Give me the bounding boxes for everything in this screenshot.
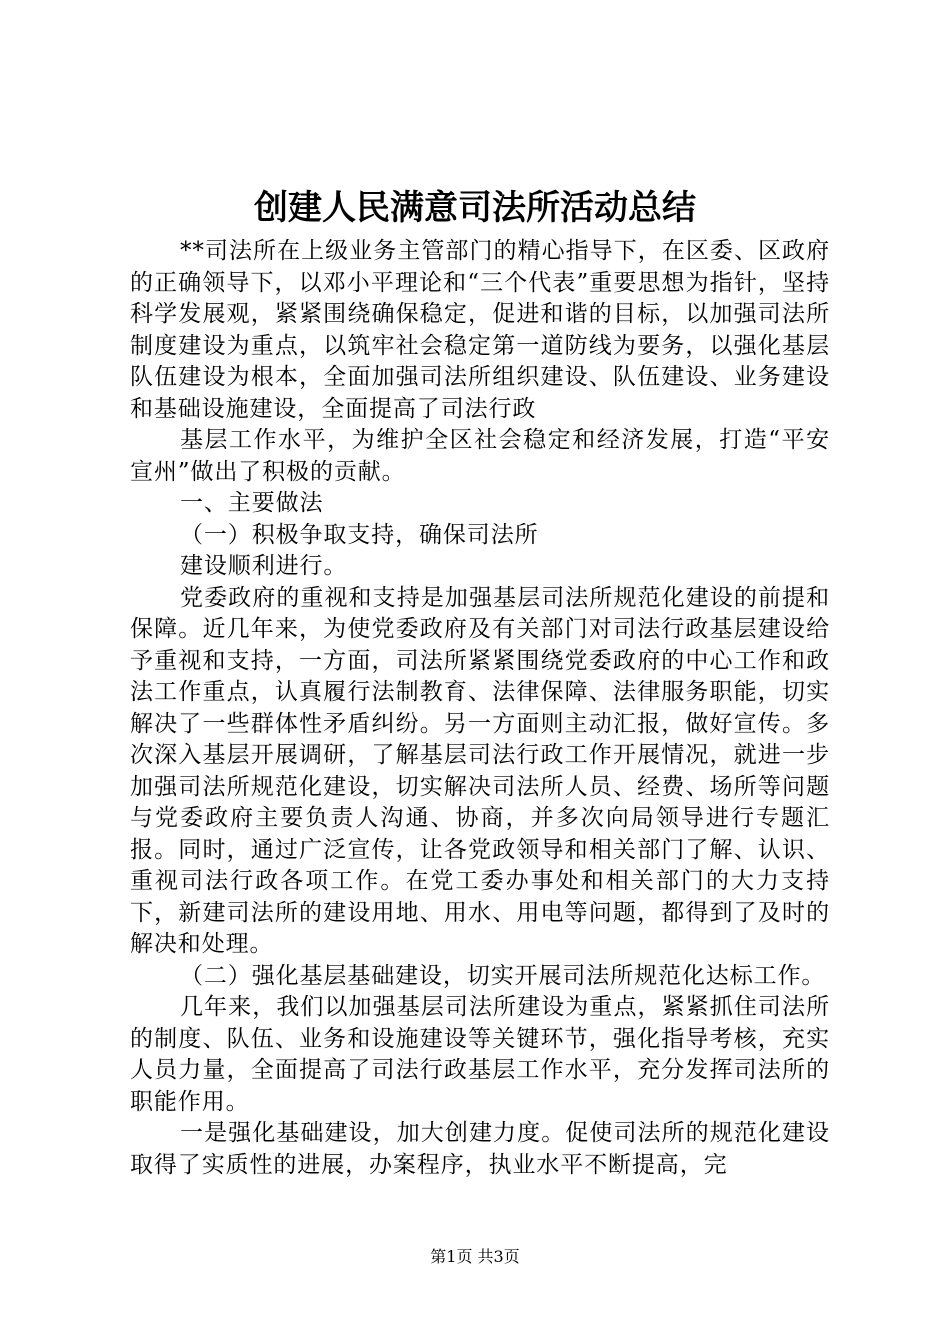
subsection-heading-1-continued: 建设顺利进行。 xyxy=(180,553,348,579)
subsection-heading-2: （二）强化基层基础建设，切实开展司法所规范化达标工作。 xyxy=(180,962,826,989)
document-title: 创建人民满意司法所活动总结 xyxy=(254,188,696,228)
subsection-heading-1: （一）积极争取支持，确保司法所 xyxy=(180,521,539,548)
paragraph-recent-years: 几年来，我们以加强基层司法所建设为重点，紧紧抓住司法所的制度、队伍、业务和设施建设等关键环节，强化指导考核，充实人员力量，全面提高了司法行政基层工作水平，充分发挥司法所的职能作用。 xyxy=(130,994,830,1115)
paragraph-intro: **司法所在上级业务主管部门的精心指导下，在区委、区政府的正确领导下，以邓小平理论和“三个代表”重要思想为指针，坚持科学发展观，紧紧围绕确保稳定，促进和谐的目标，以加强司法所制度建设为重点，以筑牢社会稳定第一道防线为要务，以强化基层队伍建设为根本，全面加强司法所组织建设、队伍建设、业务建设和基础设施建设，全面提高了司法行政 xyxy=(130,238,830,422)
document-body xyxy=(130,236,830,1181)
section-heading-main-practices: 一、主要做法 xyxy=(180,490,324,516)
page-number-footer: 第1页 共3页 xyxy=(430,1247,520,1266)
paragraph-intro-continued: 基层工作水平，为维护全区社会稳定和经济发展，打造“平安宣州”做出了积极的贡献。 xyxy=(130,427,830,485)
paragraph-first-point: 一是强化基础建设，加大创建力度。促使司法所的规范化建设取得了实质性的进展，办案程序，执业水平不断提高，完 xyxy=(130,1120,830,1178)
paragraph-party-support: 党委政府的重视和支持是加强基层司法所规范化建设的前提和保障。近几年来，为使党委政府及有关部门对司法行政基层建设给予重视和支持，一方面，司法所紧紧围绕党委政府的中心工作和政法工作重点，认真履行法制教育、法律保障、法律服务职能，切实解决了一些群体性矛盾纠纷。另一方面则主动汇报，做好宣传。多次深入基层开展调研，了解基层司法行政工作开展情况，就进一步加强司法所规范化建设，切实解决司法所人员、经费、场所等问题与党委政府主要负责人沟通、协商，并多次向局领导进行专题汇报。同时，通过广泛宣传，让各党政领导和相关部门了解、认识、重视司法行政各项工作。在党工委办事处和相关部门的大力支持下，新建司法所的建设用地、用水、用电等问题，都得到了及时的解决和处理。 xyxy=(130,584,830,957)
